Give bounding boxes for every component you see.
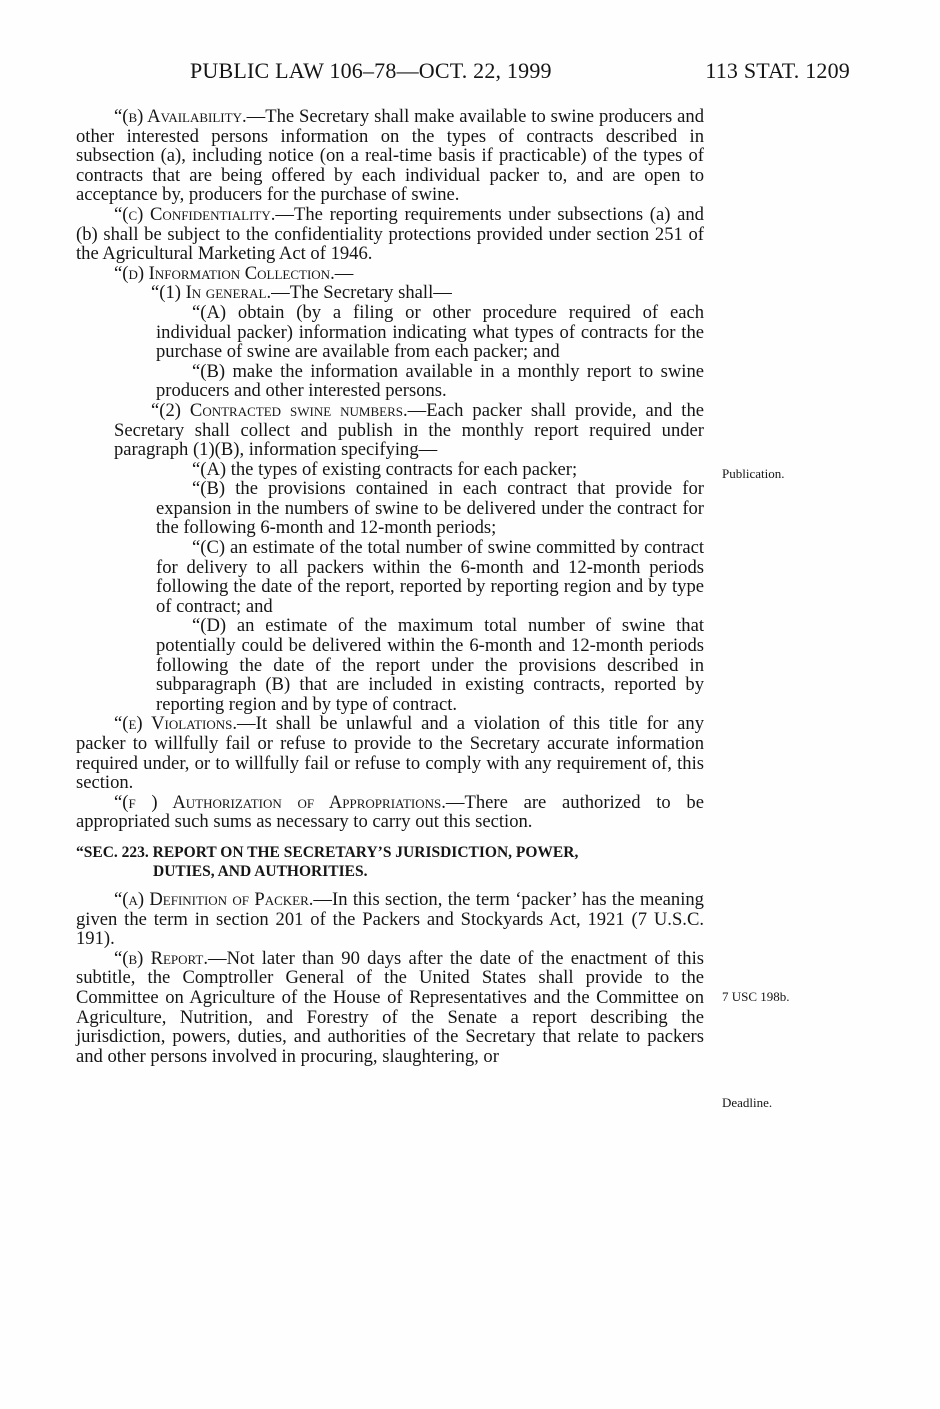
subsection-text: —The reporting requirements under subsections (a) and (b) shall be subject to the confidentiality protections provided under section 251 of the Agricultural Marketing Act of 1946. [76,203,704,265]
paragraph-heading: “(2) Contracted swine numbers. [151,399,408,421]
header-stat-page: 113 STAT. 1209 [705,58,850,83]
subsection-heading: “(b) Report. [114,947,209,969]
subparagraph-d1B: “(B) make the information available in a monthly report to swine producers and other interested persons. [156,360,704,402]
section-heading-line-2: DUTIES, AND AUTHORITIES. [153,862,368,880]
subparagraph-d1A: “(A) obtain (by a filing or other procedure required of each individual packer) information indicating what types of contracts for the purchase of swine are available from each packer; and [156,301,704,363]
paragraph-d2-contracted-swine-numbers [76,401,704,460]
section-heading-line-1: “SEC. 223. REPORT ON THE SECRETARY’S JURISDICTION, POWER, [76,843,579,861]
paragraph-d1-in-general [76,283,704,303]
margin-note-deadline: Deadline. [722,1095,773,1110]
subsection-heading: “(d) Information Collection. [114,262,335,284]
header-citation: PUBLIC LAW 106–78—OCT. 22, 1999 [190,58,552,83]
margin-note-usc: 7 USC 198b. [722,989,790,1004]
subparagraph-d2D: “(D) an estimate of the maximum total number of swine that potentially could be delivered within the 6-month and 12-month periods following the date of the report under the provisions described in subparagraph (B) that are included in existing contracts, reported by reporting region and by type of contract. [156,615,704,715]
subsection-heading: “(e) Violations. [114,713,238,735]
subsection-f-authorization [76,793,704,832]
subparagraph-d2A: “(A) the types of existing contracts for each packer; [192,458,578,480]
body-text [76,107,704,1066]
subsection-heading: “(b) Availability. [114,106,247,127]
subsection-a-definition-of-packer [76,890,704,949]
subparagraph-d2B: “(B) the provisions contained in each contract that provide for expansion in the numbers of swine to be delivered under the contract for the following 6-month and 12-month periods; [156,478,704,539]
subsection-text: — [334,262,354,284]
subsection-b-availability [76,107,704,205]
subsection-text: —In this section, the term ‘packer’ has the meaning given the term in section 201 of the Packers and Stockyards Act, 1921 (7 U.S.C. 191). [76,888,704,950]
subsection-heading: “(f ) Authorization of Appropriations. [114,791,446,813]
subparagraph-d2C: “(C) an estimate of the total number of swine committed by contract for delivery to all packers within the 6-month and 12-month periods following the date of the report, reported by reporting region and by type of contract; and [156,537,704,617]
subsection-heading: “(c) Confidentiality. [114,203,276,225]
subsection-b-report [76,949,704,1067]
subsection-text: —There are authorized to be appropriated such sums as necessary to carry out this section. [76,791,704,833]
subsection-text: —Not later than 90 days after the date of the enactment of this subtitle, the Comptroller General of the United States shall provide to the Committee on Agriculture of the House of Representatives and the Committee on Agriculture, Nutrition, and Forestry of the Senate a report describing the jurisdiction, powers, duties, and authorities of the Secretary that relate to packers and other persons involved in procuring, slaughtering, or [76,947,704,1067]
subsection-text: —It shall be unlawful and a violation of this title for any packer to willfully fail or refuse to provide to the Secretary accurate information required under, or to willfully fail or refuse to comply with any requirement of, this section. [76,713,704,794]
paragraph-text: —The Secretary shall— [271,282,452,304]
margin-note-publication: Publication. [722,466,785,481]
subsection-heading: “(a) Definition of Packer. [114,888,314,910]
subsection-e-violations [76,714,704,792]
paragraph-text: —Each packer shall provide, and the Secretary shall collect and publish in the monthly report required under paragraph (1)(B), information specifying— [114,399,704,461]
subsection-d-information-collection [76,264,704,284]
subsection-c-confidentiality [76,205,704,264]
paragraph-heading: “(1) In general. [151,282,272,304]
subsection-text: —The Secretary shall make available to swine producers and other interested persons information on the types of contracts described in subsection (a), including notice (on a real-time basis if practicable) of the types of contracts that are being offered by each individual packer to, and are open to acceptance by, producers for the purchase of swine. [76,106,704,206]
section-223-heading [76,843,704,881]
